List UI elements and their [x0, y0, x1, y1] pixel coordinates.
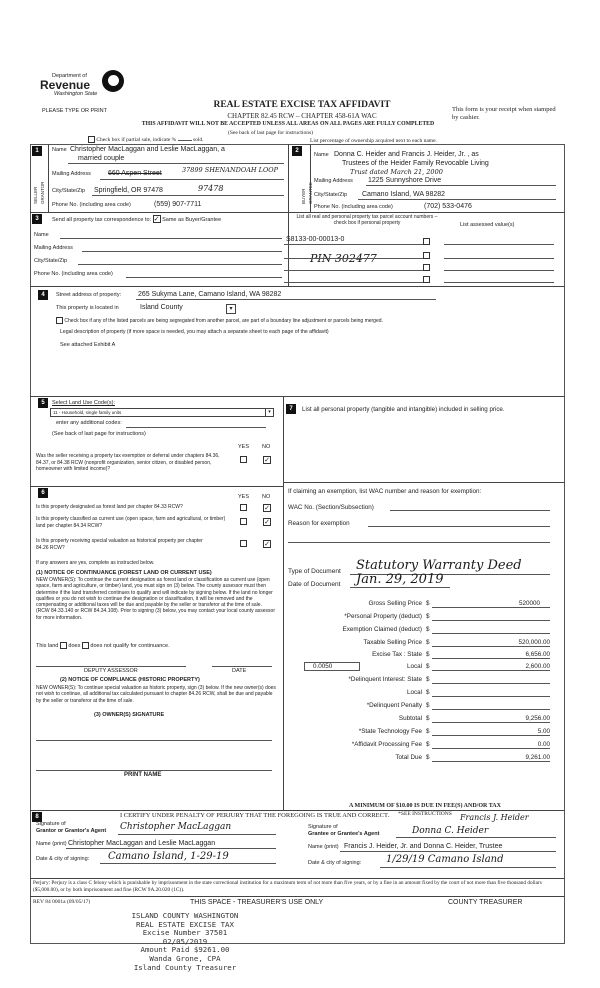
wac-number-label: WAC No. (Section/Subsection) — [288, 504, 374, 511]
parcel-4-personal-checkbox[interactable] — [423, 276, 430, 283]
current-use-yes[interactable] — [240, 518, 247, 525]
buyer-section — [290, 144, 565, 212]
buyer-mail: 1225 Sunnyshore Drive — [368, 177, 442, 184]
section-5-badge: 5 — [38, 398, 48, 408]
dor-logo-mark-inner — [108, 75, 119, 86]
parcel-number: S8133-00-00013-0 — [286, 236, 345, 243]
if-any-yes: If any answers are yes, complete as instructed below. — [36, 560, 155, 566]
pin-handwritten: PIN 302477 — [310, 252, 377, 265]
form-chapter: CHAPTER 82.45 RCW – CHAPTER 458-61A WAC — [227, 112, 377, 120]
notice-continuance-body: NEW OWNER(S): To continue the current designation as forest land or classification as current use (open space, farm and agriculture, or timber) land, you must sign on (3) below. The county assessor must then determine if the land transferred continues to qualify and will indicate by signing below. If the land no longer qualifies or you do not wish to continue the designation or classification, it will be removed and the compensating or additional taxes will be due and payable by the seller or transferor at the time of sale. (RCW 84.33.140 or RCW 84.34.108). Prior to signing (3) below, you may contact your local county assessor for more information. — [36, 577, 275, 621]
document-type-label: Type of Document — [288, 568, 341, 575]
partial-sale-checkbox[interactable] — [88, 136, 95, 143]
grantee-sig-label: Signature of Grantee or Grantee's Agent — [308, 824, 380, 837]
grantor-name-label: Name (print) — [36, 841, 67, 847]
designation-section — [30, 486, 283, 810]
segregated-label: Check box if any of the listed parcels are being segregated from another parcel, are part of a boundary line adjustment or parcels being merged. — [64, 317, 383, 324]
land-use-select[interactable]: 11 - Household, single family units ▾ — [50, 408, 274, 417]
corr-phone-label: Phone No. (including area code) — [34, 271, 113, 277]
document-type-handwritten: Statutory Warranty Deed — [356, 558, 522, 573]
s6-no-header: NO — [262, 494, 271, 500]
buyer-phone-label: Phone No. (including area code) — [314, 204, 393, 210]
section-4-badge: 4 — [38, 290, 48, 300]
section-3-badge: 3 — [32, 214, 42, 224]
seller-mail-label: Mailing Address — [52, 171, 91, 177]
corr-mail-label: Mailing Address — [34, 245, 73, 251]
grantee-date-label: Date & city of signing: — [308, 860, 362, 866]
corr-name-label: Name — [34, 232, 49, 238]
notice-continuance-title: (1) NOTICE OF CONTINUANCE (FOREST LAND OR CURRENT USE) — [36, 570, 212, 576]
treasurer-stamp — [110, 912, 260, 972]
property-section — [30, 286, 565, 396]
send-all-label: Send all property tax correspondence to: ✓ Same as Buyer/Grantee — [52, 216, 222, 223]
seller-zip-handwritten: 97478 — [198, 184, 224, 193]
grantor-date-city: Camano Island, 1-29-19 — [108, 851, 229, 862]
section-1-badge: 1 — [32, 146, 42, 156]
parcel-list-label: List all real and personal property tax parcel account numbers – check box if personal property — [296, 214, 438, 226]
taxable-selling-price: 520,000.00 — [518, 639, 550, 646]
correspondence-section — [30, 212, 565, 286]
gross-selling-price: 520000 — [518, 600, 540, 607]
certify-statement: I CERTIFY UNDER PENALTY OF PERJURY THAT THE FOREGOING IS TRUE AND CORRECT. — [120, 812, 390, 819]
notice-compliance-body: NEW OWNER(S): To continue special valuation as historic property, sign (3) below. If the new owner(s) does not wish to continue, all additional tax calculated pursuant to chapter 84.26 RCW, shall be due and payable by the seller or transferor at the time of sale. — [36, 685, 276, 704]
treasurer-use-only: THIS SPACE - TREASURER'S USE ONLY — [190, 899, 324, 906]
parcel-1-personal-checkbox[interactable] — [423, 238, 430, 245]
s5-q1-no[interactable]: ✓ — [264, 457, 270, 464]
buyer-city: Camano Island, WA 98282 — [362, 191, 446, 198]
seller-name-label: Name — [52, 147, 67, 153]
deputy-assessor-label: DEPUTY ASSESSOR — [84, 668, 138, 674]
same-as-buyer-label: Same as Buyer/Grantee — [162, 217, 222, 223]
s5-yes-header: YES — [238, 444, 250, 450]
grantor-name: Christopher MacLaggan and Leslie MacLaggan — [68, 840, 216, 847]
s5-no-header: NO — [262, 444, 271, 450]
historic-question: Is this property receiving special valuation as historical property per chapter 84.26 RCW? — [36, 538, 203, 551]
seller-mail-struck: 660 Aspen Street — [108, 170, 162, 177]
seller-city: Springfield, OR 97478 — [94, 187, 163, 194]
total-due: 9,261.00 — [525, 754, 550, 761]
revenue-wordmark: Revenue — [40, 78, 91, 92]
sold-label: sold. — [193, 136, 204, 143]
processing-fee: 0.00 — [537, 741, 550, 748]
assessed-value-label: List assessed value(s) — [460, 222, 515, 228]
grantor-signature: Christopher MacLaggan — [120, 822, 232, 832]
forest-land-question: Is this property designated as forest land per chapter 84.33 RCW? — [36, 504, 183, 510]
section-8-badge: 8 — [32, 812, 42, 822]
seller-city-label: City/State/Zip — [52, 188, 86, 194]
buyer-name-2: Trustees of the Heider Family Revocable Living — [342, 160, 489, 167]
seller-name-2: married couple — [78, 155, 125, 162]
buyer-side-label: BUYER GRANTEE — [301, 182, 313, 204]
s5-q1-yes[interactable] — [240, 456, 247, 463]
buyer-phone: (702) 533-0476 — [424, 203, 472, 210]
grantor-sig-label: Signature of Grantor or Grantor's Agent — [36, 821, 107, 834]
grantor-date-label: Date & city of signing: — [36, 856, 90, 862]
s6-yes-header: YES — [238, 494, 250, 500]
county-treasurer-label: COUNTY TREASURER — [448, 899, 523, 906]
seller-mail-handwritten: 37899 SHENANDOAH LOOP — [182, 166, 278, 174]
street-address: 265 Sukyma Lane, Camano Island, WA 98282 — [138, 291, 282, 298]
owner-signature-label: (3) OWNER(S) SIGNATURE — [94, 712, 165, 718]
county-dropdown[interactable]: ▾ — [226, 304, 236, 314]
exhibit-a: See attached Exhibit A — [60, 342, 116, 348]
historic-no[interactable]: ✓ — [264, 541, 270, 548]
exemption-reason-label: Reason for exemption — [288, 520, 350, 527]
grantee-date-city: 1/29/19 Camano Island — [386, 854, 504, 865]
seller-phone: (559) 907-7711 — [154, 201, 202, 208]
assessor-date-label: DATE — [232, 668, 247, 674]
buyer-city-label: City/State/Zip — [314, 192, 348, 198]
document-date-handwritten: Jan. 29, 2019 — [356, 572, 444, 587]
stamp-signer: Wanda Grone, CPA — [149, 953, 221, 963]
county-prefix: This property is located in — [56, 305, 119, 311]
legal-description-label: Legal description of property (if more space is needed, you may attach a separate sheet to each page of the affidavit) — [60, 329, 329, 335]
print-name-label: PRINT NAME — [124, 772, 162, 778]
technology-fee: 5.00 — [537, 728, 550, 735]
buyer-trust-handwritten: Trust dated March 21, 2000 — [350, 168, 443, 176]
minimum-due: A MINIMUM OF $10.00 IS DUE IN FEE(S) AND/OR TAX — [349, 803, 501, 809]
excise-tax-state: 6,656.00 — [525, 651, 550, 658]
county-value: Island County — [140, 304, 183, 311]
grantee-name-label: Name (print) — [308, 844, 339, 850]
stamp-amount: Amount Paid $9261.00 — [140, 945, 230, 955]
receipt-note: This form is your receipt when stamped by cashier. — [452, 106, 556, 121]
tax-calculation: Gross Selling Price $ 520000 *Personal Property (deduct) $ Exemption Claimed (deduct) $ Taxable Selling Price $ 520,000.00 Excise Tax : State $ 6,656.00 0.0050 Local $ 2,600.00 *Delinquent Interest: State $ Local $ *Delinquent Penalty $ Subtotal $ 9,256.00 *State Technology Fee $ 5.00 *Affidavit Processing Fee $ 0.00 Total Due $ 9,261.00 — [284, 596, 565, 786]
list-personal-property: List all personal property (tangible and intangible) included in selling price. — [302, 406, 505, 413]
parcel-3-personal-checkbox[interactable] — [423, 264, 430, 271]
certification-section — [30, 810, 565, 878]
dept-of: Department of — [52, 73, 87, 79]
subtotal: 9,256.00 — [525, 715, 550, 722]
perjury-notice: Perjury: Perjury is a class C felony which is punishable by imprisonment in the state correctional institution for a maximum term of not more than five years, or by a fine in an amount fixed by the court of not more than five thousand dollars ($5,000.00), or by both imprisonment and fine (RCW 9A.20.020 (1C)). — [33, 880, 542, 893]
see-back-instructions: (See back of last page for instructions) — [228, 130, 313, 136]
parcel-2-personal-checkbox[interactable] — [423, 252, 430, 259]
current-use-question: Is this property classified as current use (open space, farm and agricultural, or timber) land per chapter 84.34 RCW? — [36, 516, 226, 529]
additional-codes-label: enter any additional codes: — [56, 420, 122, 426]
continuance-row: This land does does not qualify for continuance. — [36, 642, 170, 649]
rev-number: REV 84 0001a (09/05/17) — [33, 899, 91, 905]
list-percentage: List percentage of ownership acquired next to each name. — [310, 138, 437, 144]
does-checkbox[interactable] — [60, 642, 67, 649]
stamp-date: 02/05/2019 — [162, 936, 208, 946]
stamp-excise-number: Excise Number 37501 — [142, 928, 228, 938]
excise-tax-local: 2,600.00 — [525, 663, 550, 670]
does-not-checkbox[interactable] — [82, 642, 89, 649]
see-instructions: *SEE INSTRUCTIONS — [398, 811, 452, 817]
corr-city-label: City/State/Zip — [34, 258, 68, 264]
same-as-buyer-checkbox[interactable]: ✓ — [153, 216, 160, 223]
segregated-checkbox[interactable] — [56, 317, 63, 324]
section-7-badge: 7 — [286, 404, 296, 414]
partial-sale-row — [88, 136, 204, 144]
chevron-down-icon: ▾ — [265, 409, 273, 416]
exemption-wac-label: If claiming an exemption, list WAC number and reason for exemption: — [288, 488, 482, 495]
seller-name: Christopher MacLaggan and Leslie MacLaggan, a — [70, 146, 225, 153]
grantee-signature-1: Francis J. Heider — [460, 813, 529, 822]
land-use-see-back: (See back of last page for instructions) — [52, 431, 146, 437]
current-use-no[interactable]: ✓ — [264, 519, 270, 526]
seller-section — [30, 144, 288, 212]
land-use-section — [30, 396, 283, 486]
street-label: Street address of property: — [56, 292, 122, 298]
historic-yes[interactable] — [240, 540, 247, 547]
exemption-question: Was the seller receiving a property tax exemption or deferral under chapters 84.36, 84.37, or 84.38 RCW (nonprofit organization, senior citizen, or disabled person, homeowner with limited income)? — [36, 453, 220, 472]
please-type: PLEASE TYPE OR PRINT — [42, 108, 108, 114]
notice-compliance-title: (2) NOTICE OF COMPLIANCE (HISTORIC PROPERTY) — [60, 677, 200, 683]
forest-yes[interactable] — [240, 504, 247, 511]
grantee-name: Francis J. Heider, Jr. and Donna C. Heider, Trustee — [344, 843, 503, 850]
grantee-signature-2: Donna C. Heider — [412, 826, 489, 836]
segregated-row — [56, 317, 383, 325]
document-date-label: Date of Document — [288, 581, 341, 588]
buyer-mail-label: Mailing Address — [314, 178, 353, 184]
buyer-name-label: Name — [314, 152, 329, 158]
buyer-name: Donna C. Heider and Francis J. Heider, Jr. , as — [334, 151, 479, 158]
forest-no[interactable]: ✓ — [264, 505, 270, 512]
local-rate-box: 0.0050 — [304, 662, 360, 671]
stamp-county: ISLAND COUNTY WASHINGTON — [131, 911, 239, 920]
not-accepted-notice: THIS AFFIDAVIT WILL NOT BE ACCEPTED UNLESS ALL AREAS ON ALL PAGES ARE FULLY COMPLETED — [141, 121, 435, 127]
state-name: Washington State — [54, 91, 98, 97]
partial-sale-label: Check box if partial sale, indicate % — [96, 136, 177, 143]
section-6-badge: 6 — [38, 488, 48, 498]
stamp-tax: REAL ESTATE EXCISE TAX — [136, 919, 234, 929]
dor-logo — [38, 70, 128, 100]
form-title: REAL ESTATE EXCISE TAX AFFIDAVIT — [213, 100, 391, 110]
seller-phone-label: Phone No. (including area code) — [52, 202, 131, 208]
section-2-badge: 2 — [292, 146, 302, 156]
stamp-title: Island County Treasurer — [133, 962, 237, 972]
land-use-label: Select Land Use Code(s): — [52, 400, 115, 406]
seller-side-label: SELLER GRANTOR — [33, 181, 45, 204]
